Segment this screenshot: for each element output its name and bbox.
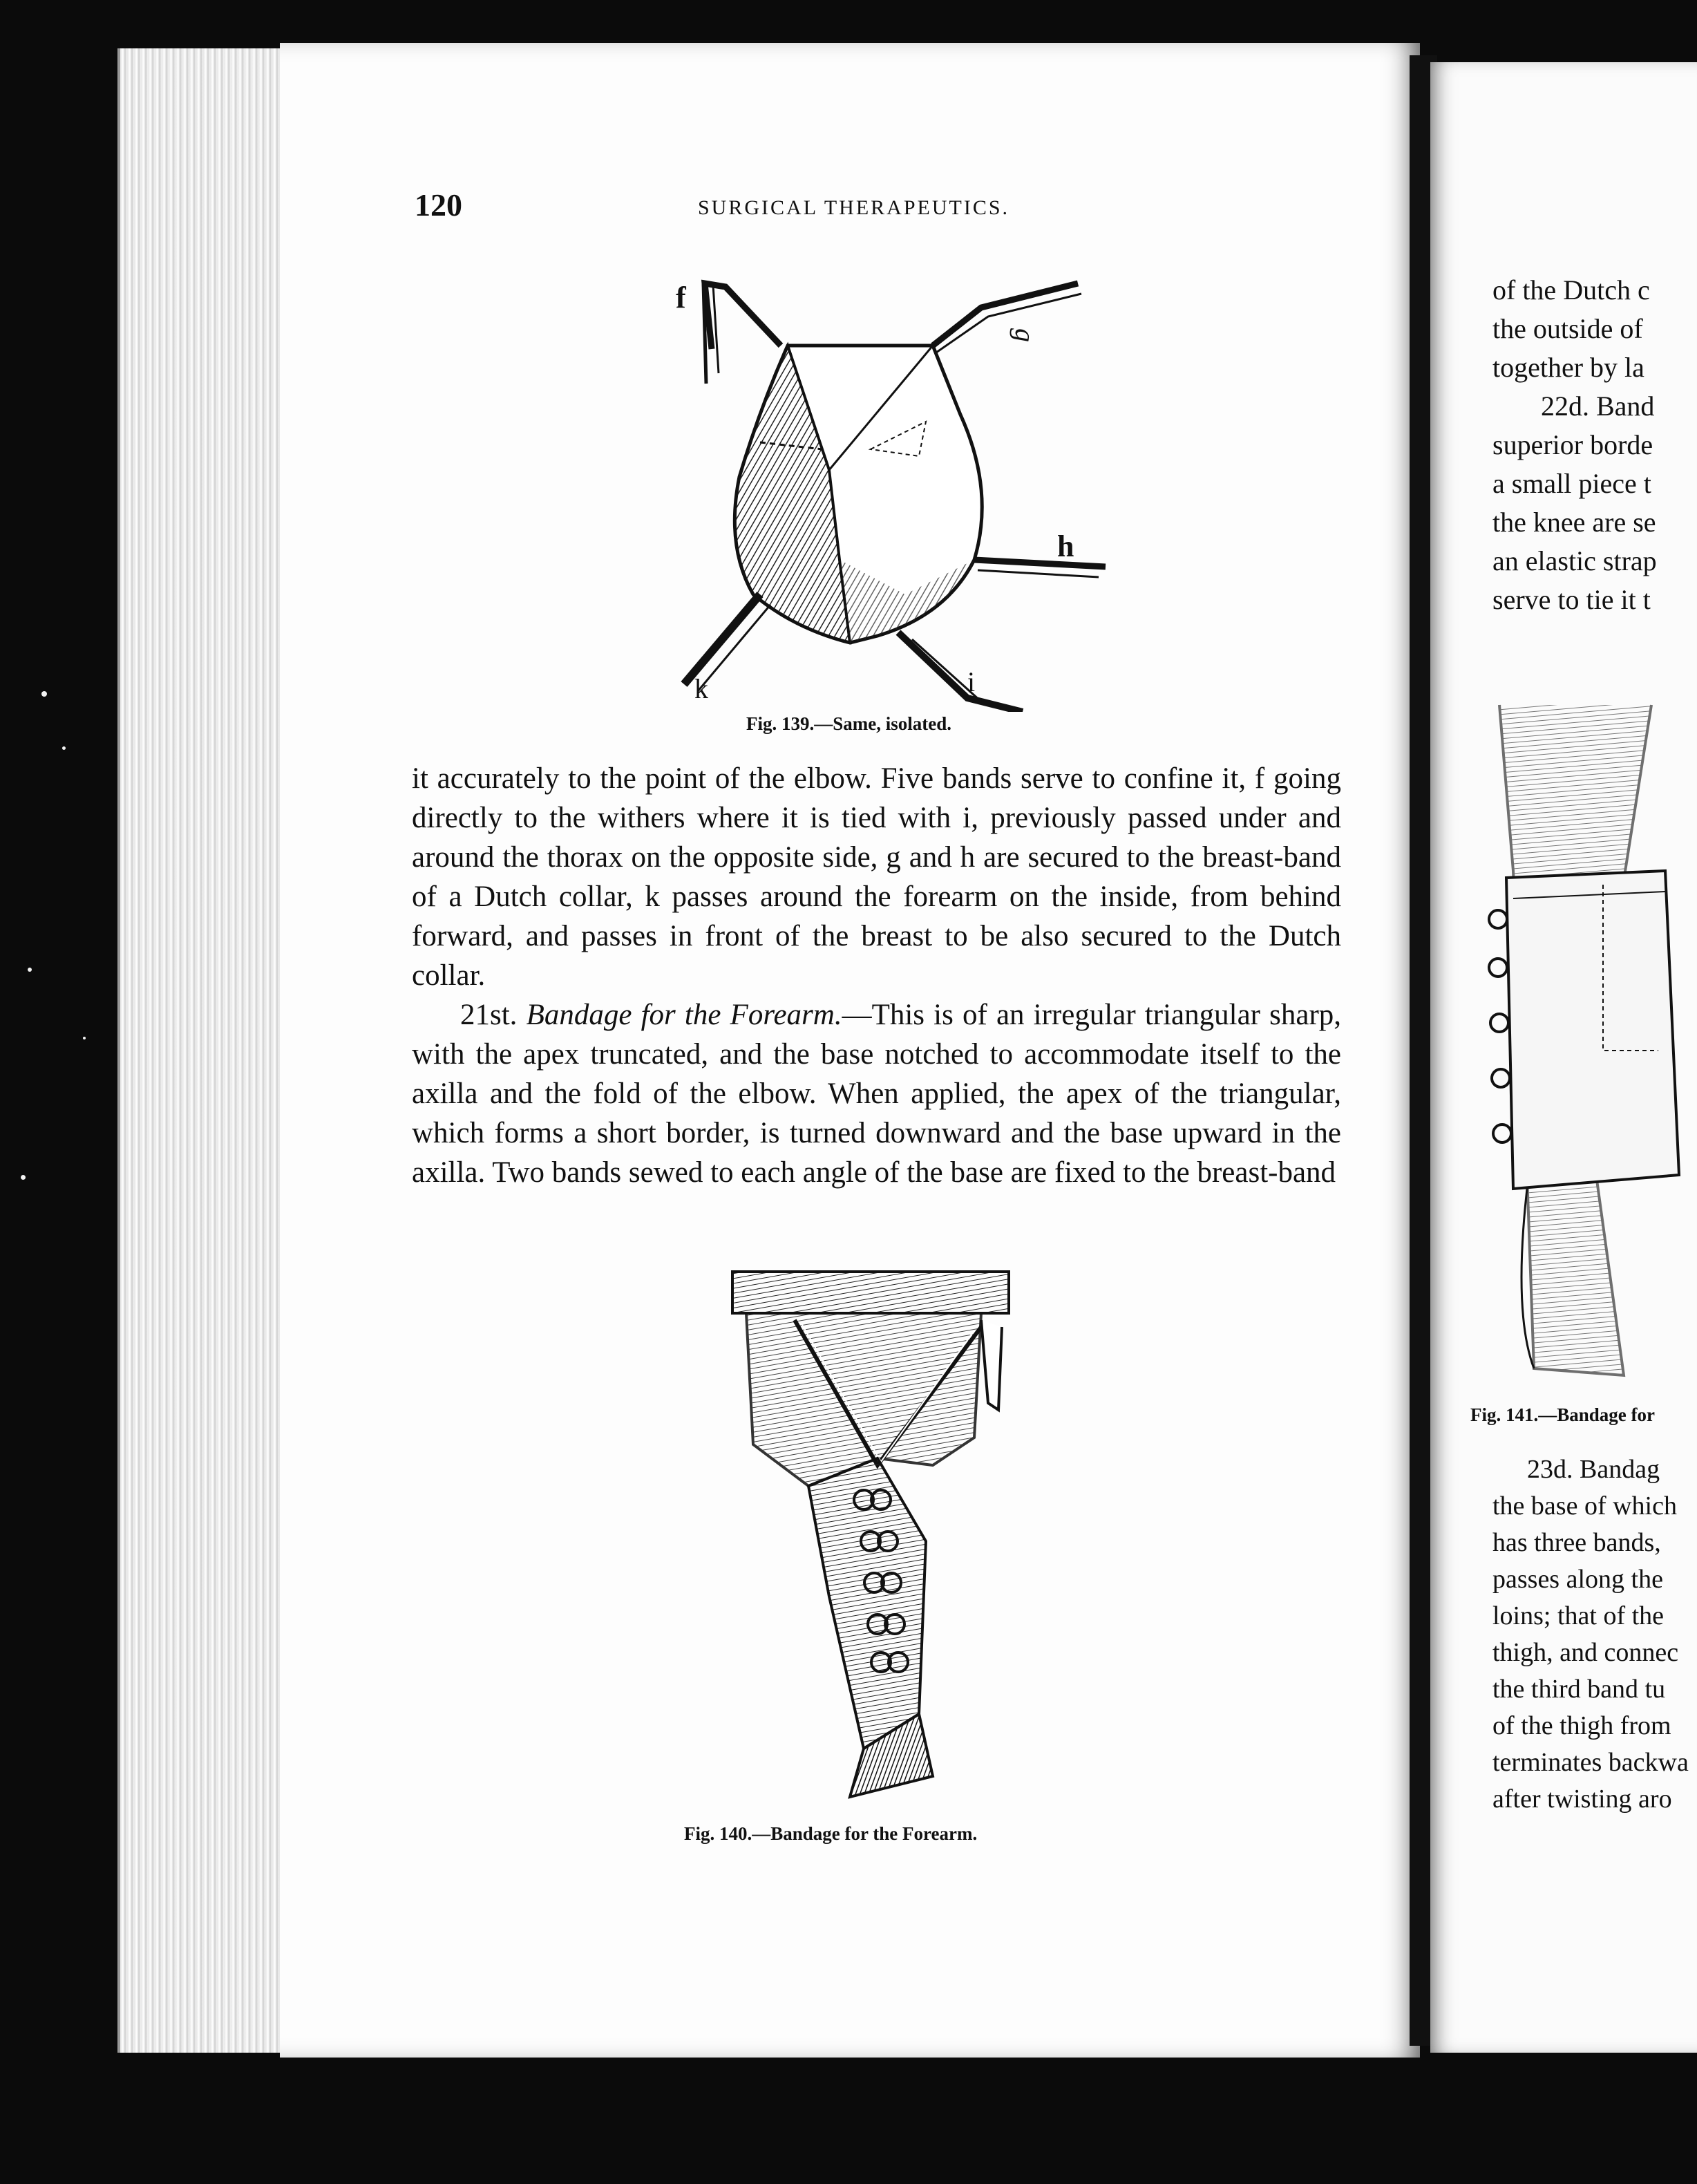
figure-141-illustration bbox=[1486, 691, 1697, 1396]
figure-139-label-k: k bbox=[694, 673, 708, 704]
right-line: serve to tie it t bbox=[1492, 584, 1651, 615]
book-page-edges bbox=[117, 48, 293, 2053]
section-number: 21st. bbox=[460, 999, 518, 1031]
figure-141-caption: Fig. 141.—Bandage for bbox=[1470, 1404, 1655, 1425]
figure-139-label-g: g bbox=[1009, 328, 1041, 342]
right-line: loins; that of the bbox=[1492, 1601, 1665, 1630]
figure-139-label-i: i bbox=[967, 666, 976, 697]
right-line: the knee are se bbox=[1492, 507, 1656, 538]
body-text-upper bbox=[412, 759, 1341, 1192]
right-line: of the Dutch c bbox=[1492, 274, 1650, 305]
right-line: an elastic strap bbox=[1492, 545, 1657, 576]
right-line: 22d. Band bbox=[1541, 390, 1655, 422]
right-line: passes along the bbox=[1492, 1565, 1663, 1594]
scan-speck bbox=[28, 968, 32, 972]
figure-139-caption: Fig. 139.—Same, isolated. bbox=[746, 713, 951, 734]
scan-speck bbox=[21, 1175, 26, 1180]
right-line: superior borde bbox=[1492, 429, 1653, 460]
running-title: SURGICAL THERAPEUTICS. bbox=[698, 196, 1010, 219]
figure-139-illustration bbox=[656, 270, 1112, 712]
right-line: thigh, and connec bbox=[1492, 1638, 1679, 1667]
scan-speck bbox=[83, 1037, 86, 1039]
right-line: the base of which bbox=[1492, 1491, 1677, 1521]
right-line: a small piece t bbox=[1492, 468, 1651, 499]
figure-140-caption: Fig. 140.—Bandage for the Forearm. bbox=[684, 1823, 978, 1844]
right-page-text-bottom bbox=[1492, 1451, 1697, 1818]
running-head bbox=[415, 187, 1340, 228]
page-number: 120 bbox=[415, 187, 462, 223]
right-line: terminates backwa bbox=[1492, 1748, 1689, 1777]
right-line: of the thigh from bbox=[1492, 1711, 1671, 1740]
right-page-text-top bbox=[1492, 271, 1697, 619]
figure-140-illustration bbox=[726, 1265, 1043, 1804]
right-line: the third band tu bbox=[1492, 1675, 1666, 1704]
right-line: together by la bbox=[1492, 352, 1644, 383]
section-heading: Bandage for the Forearm. bbox=[526, 999, 842, 1031]
scan-speck bbox=[41, 691, 47, 697]
right-line: 23d. Bandag bbox=[1527, 1455, 1660, 1484]
right-line: has three bands, bbox=[1492, 1528, 1661, 1557]
figure-139-label-f: f bbox=[676, 281, 686, 314]
section-text: —This is of an irregular triangular sharp, with the apex truncated, and the base notched to accommodate itself to the axilla and the fold of the elbow. When applied, the apex of the triangular, which forms a short border, is turned downward and the base upward in the axilla. Two bands sewed to each angle of the base are fixed to the breast-band bbox=[412, 999, 1342, 1189]
paragraph-forearm-bandage bbox=[412, 995, 1341, 1192]
right-line: the outside of bbox=[1492, 313, 1643, 344]
paragraph-elbow-bands: it accurately to the point of the elbow. Five bands serve to confine it, f going directly to the withers where it is tied with i, previously passed under and around the thorax on the opposite side, g and h are secured to the breast-band of a Dutch collar, k passes around the forearm on the inside, from behind forward, and passes in front of the breast to be also secured to the Dutch collar. bbox=[412, 762, 1341, 992]
figure-139-label-h: h bbox=[1057, 529, 1074, 563]
scan-speck bbox=[62, 746, 66, 750]
right-line: after twisting aro bbox=[1492, 1785, 1672, 1814]
